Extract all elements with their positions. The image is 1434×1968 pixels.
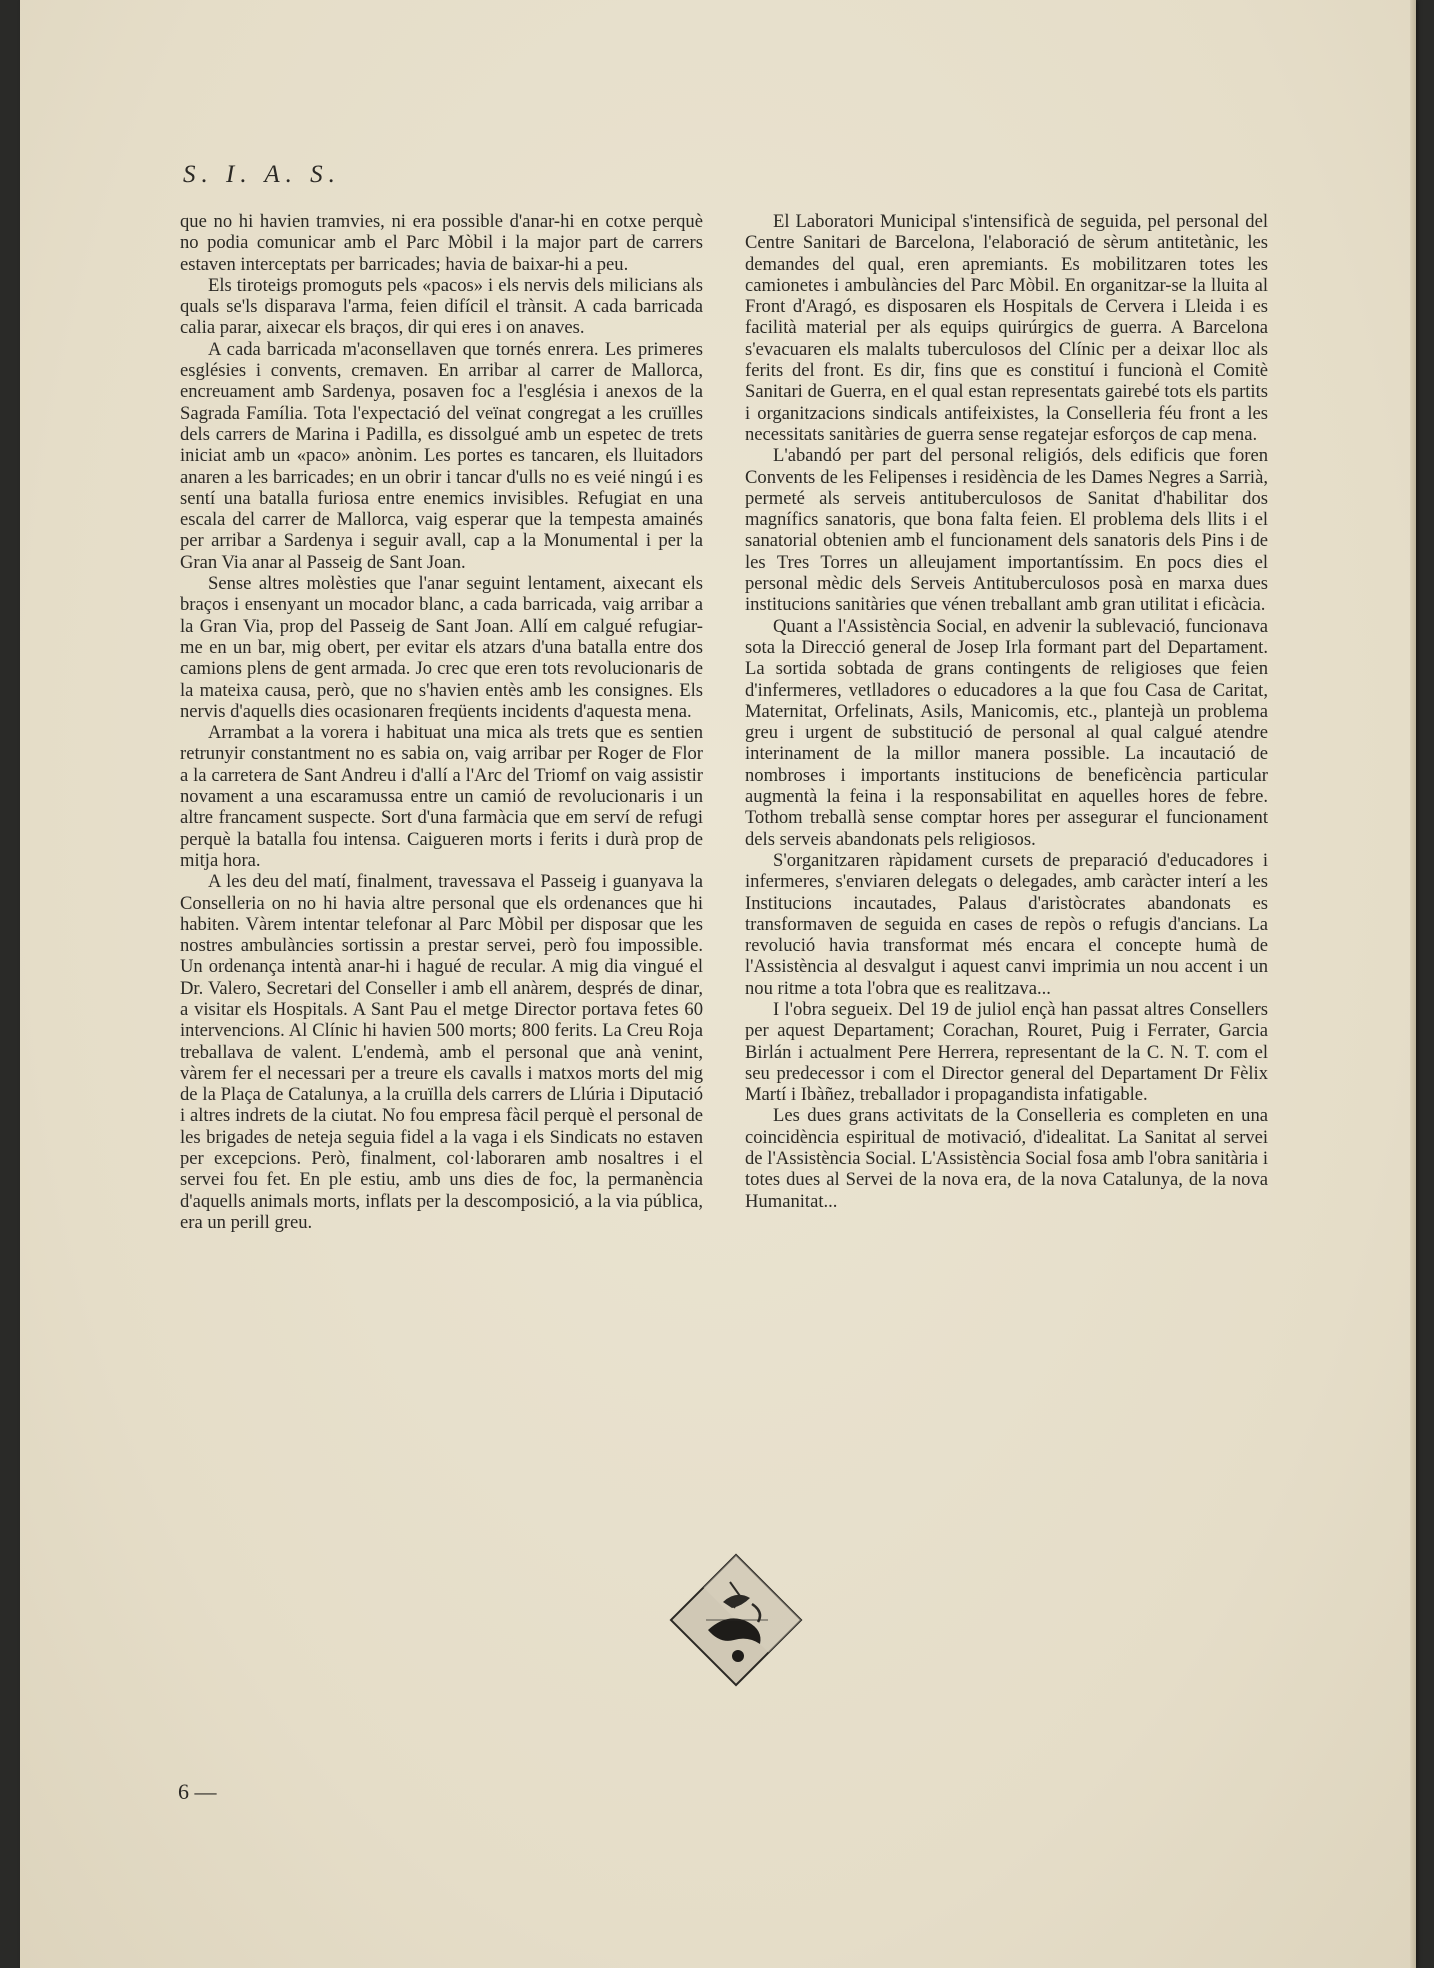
- paragraph: I l'obra segueix. Del 19 de juliol ençà han passat altres Consellers per aquest Departament; Corachan, Rouret, Puig i Ferrater, Garcia Birlán i actualment Pere Herrera, representant de la C. N. T. com el seu predecessor i com el Director general del Departament Dr Fèlix Martí i Ibàñez, treballador i propagandista infatigable.: [745, 998, 1268, 1106]
- right-column: [745, 211, 1268, 1212]
- paragraph: Els tiroteigs promoguts pels «pacos» i els nervis dels milicians als quals se'ls disparava l'arma, feien difícil el trànsit. A cada barricada calia parar, aixecar els braços, dir qui eres i on anaves.: [180, 274, 703, 339]
- left-column: [180, 211, 703, 1233]
- paragraph: L'abandó per part del personal religiós, dels edificis que foren Convents de les Felipenses i residència de les Dames Negres a Sarrià, permeté als serveis antituberculosos de Sanitat d'habilitar dos magnífics sanatoris, que bona falta feien. El problema dels llits i el sanatorial obtenien amb el funcionament dels sanatoris dels Pins i de les Tres Torres un alleujament importantíssim. En pocs dies el personal mèdic dels Serveis Antituberculosos posà en marxa dues institucions sanitàries que vénen treballant amb gran utilitat i eficàcia.: [745, 445, 1268, 616]
- paragraph: Sense altres molèsties que l'anar seguint lentament, aixecant els braços i ensenyant un mocador blanc, a cada barricada, vaig arribar a la Gran Via, prop del Passeig de Sant Joan. Allí em calgué refugiar-me en un bar, mig obert, per evitar els atzars d'una batalla entre dos camions plens de gent armada. Jo crec que eren tots revolucionaris de la mateixa causa, però, que no s'havien entès amb les consignes. Els nervis d'aquells dies ocasionaren freqüents incidents d'aquesta mena.: [180, 573, 703, 722]
- paragraph: Quant a l'Assistència Social, en advenir la sublevació, funcionava sota la Direcció general de Josep Irla formant part del Departament. La sortida sobtada de grans contingents de religioses que feien d'infermeres, vetlladores o educadores a la que fou Casa de Caritat, Maternitat, Orfelinats, Asils, Manicomis, etc., plantejà un problema greu i urgent de substitució de personal al qual calgué atendre interinament de la millor manera possible. La incautació de nombroses i importants institucions de beneficència particular augmentà la feina i la responsabilitat en aquelles hores de febre. Tothom treballà sense comptar hores per assegurar el funcionament dels serveis abandonats pels religiosos.: [745, 615, 1268, 850]
- paragraph: A les deu del matí, finalment, travessava el Passeig i guanyava la Conselleria on no hi havia altre personal que els ordenances que hi habiten. Vàrem intentar telefonar al Parc Mòbil per disposar que les nostres ambulàncies sortissin a prestar servei, però fou impossible. Un ordenança intentà anar-hi i hagué de recular. A mig dia vingué el Dr. Valero, Secretari del Conseller i amb ell anàrem, després de dinar, a visitar els Hospitals. A Sant Pau el metge Director portava fetes 60 intervencions. Al Clínic hi havien 500 morts; 800 ferits. La Creu Roja treballava de valent. L'endemà, amb el personal que anà venint, vàrem fer el necessari per a treure els cavalls i matxos morts del mig de la Plaça de Catalunya, a la cruïlla dels carrers de Llúria i Diputació i altres indrets de la ciutat. No fou empresa fàcil perquè el personal de les brigades de neteja seguia fidel a la vaga i els Sindicats no estaven per excepcions. Però, finalment, col·laboraren amb nosaltres i el servei fou fet. En ple estiu, amb uns dies de foc, la permanència d'aquells animals morts, inflats per la descomposició, a la via pública, era un perill greu.: [180, 871, 703, 1233]
- paragraph: que no hi havien tramvies, ni era possible d'anar-hi en cotxe perquè no podia comunicar amb el Parc Mòbil i la major part de carrers estaven interceptats per barricades; havia de baixar-hi a peu.: [180, 211, 703, 275]
- paragraph: A cada barricada m'aconsellaven que tornés enrera. Les primeres esglésies i convents, cremaven. En arribar al carrer de Mallorca, encreuament amb Sardenya, posaven foc a l'església i anexos de la Sagrada Família. Tota l'expectació del veïnat congregat a les cruïlles dels carrers de Marina i Padilla, es dissolgué amb un espetec de trets iniciat amb un «paco» anònim. Les portes es tancaren, els lluitadors anaren a les barricades; en un obrir i tancar d'ulls no es veié ningú i es sentí una batalla furiosa entre enemics invisibles. Refugiat en una escala del carrer de Mallorca, vaig esperar que la tempesta amainés per arribar a Sardenya i seguir avall, cap a la Monumental i per la Gran Via anar al Passeig de Sant Joan.: [180, 338, 703, 573]
- page-edge: [1410, 0, 1416, 1968]
- paragraph: Les dues grans activitats de la Conselleria es completen en una coincidència espiritual de motivació, d'idealitat. La Sanitat al servei de l'Assistència Social. L'Assistència Social fosa amb l'obra sanitària i totes dues al Servei de la nova era, de la nova Catalunya, de la nova Humanitat...: [745, 1105, 1268, 1212]
- paragraph: S'organitzaren ràpidament cursets de preparació d'educadores i infermeres, s'enviaren delegats o delegades, amb caràcter interí a les Institucions incautades, Palaus d'aristòcrates abandonats es transformaven de seguida en cases de repòs o refugis d'ancians. La revolució havia transformat més encara el concepte humà de l'Assistència al desvalgut i aquest canvi imprimia un nou accent i un nou ritme a tota l'obra que es realitzava...: [745, 849, 1268, 999]
- paragraph: Arrambat a la vorera i habituat una mica als trets que es sentien retrunyir constantment no es sabia on, vaig arribar per Roger de Flor a la carretera de Sant Andreu i d'allí a l'Arc del Triomf on vaig assistir novament a una escaramussa entre un camió de revolucionaris i un altre francament suspecte. Sort d'una farmàcia que em serví de refugi perquè la batalla fou intensa. Caigueren morts i ferits i durà prop de mitja hora.: [180, 722, 703, 871]
- running-header: S. I. A. S.: [183, 161, 341, 188]
- page-number: 6 —: [178, 1779, 217, 1804]
- paragraph: El Laboratori Municipal s'intensificà de seguida, pel personal del Centre Sanitari de Barcelona, l'elaboració de sèrum antitetànic, les demandes del qual, eren apremiants. Es mobilitzaren totes les camionetes i ambulàncies del Parc Mòbil. En organitzar-se la lluita al Front d'Aragó, es disposaren els Hospitals de Cervera i Lleida i es facilità material per als equips quirúrgics de guerra. A Barcelona s'evacuaren els malalts tuberculosos del Clínic per a deixar lloc als ferits del front. Es dir, fins que es constituí i funcionà el Comitè Sanitari de Guerra, en el qual estan representats gairebé tots els partits i organitzacions sindicals antifeixistes, la Conselleria féu front a les necessitats sanitàries de guerra sense regatejar esforços de cap mena.: [745, 211, 1268, 445]
- sias-emblem-icon: [668, 1552, 804, 1688]
- document-page: [20, 0, 1416, 1968]
